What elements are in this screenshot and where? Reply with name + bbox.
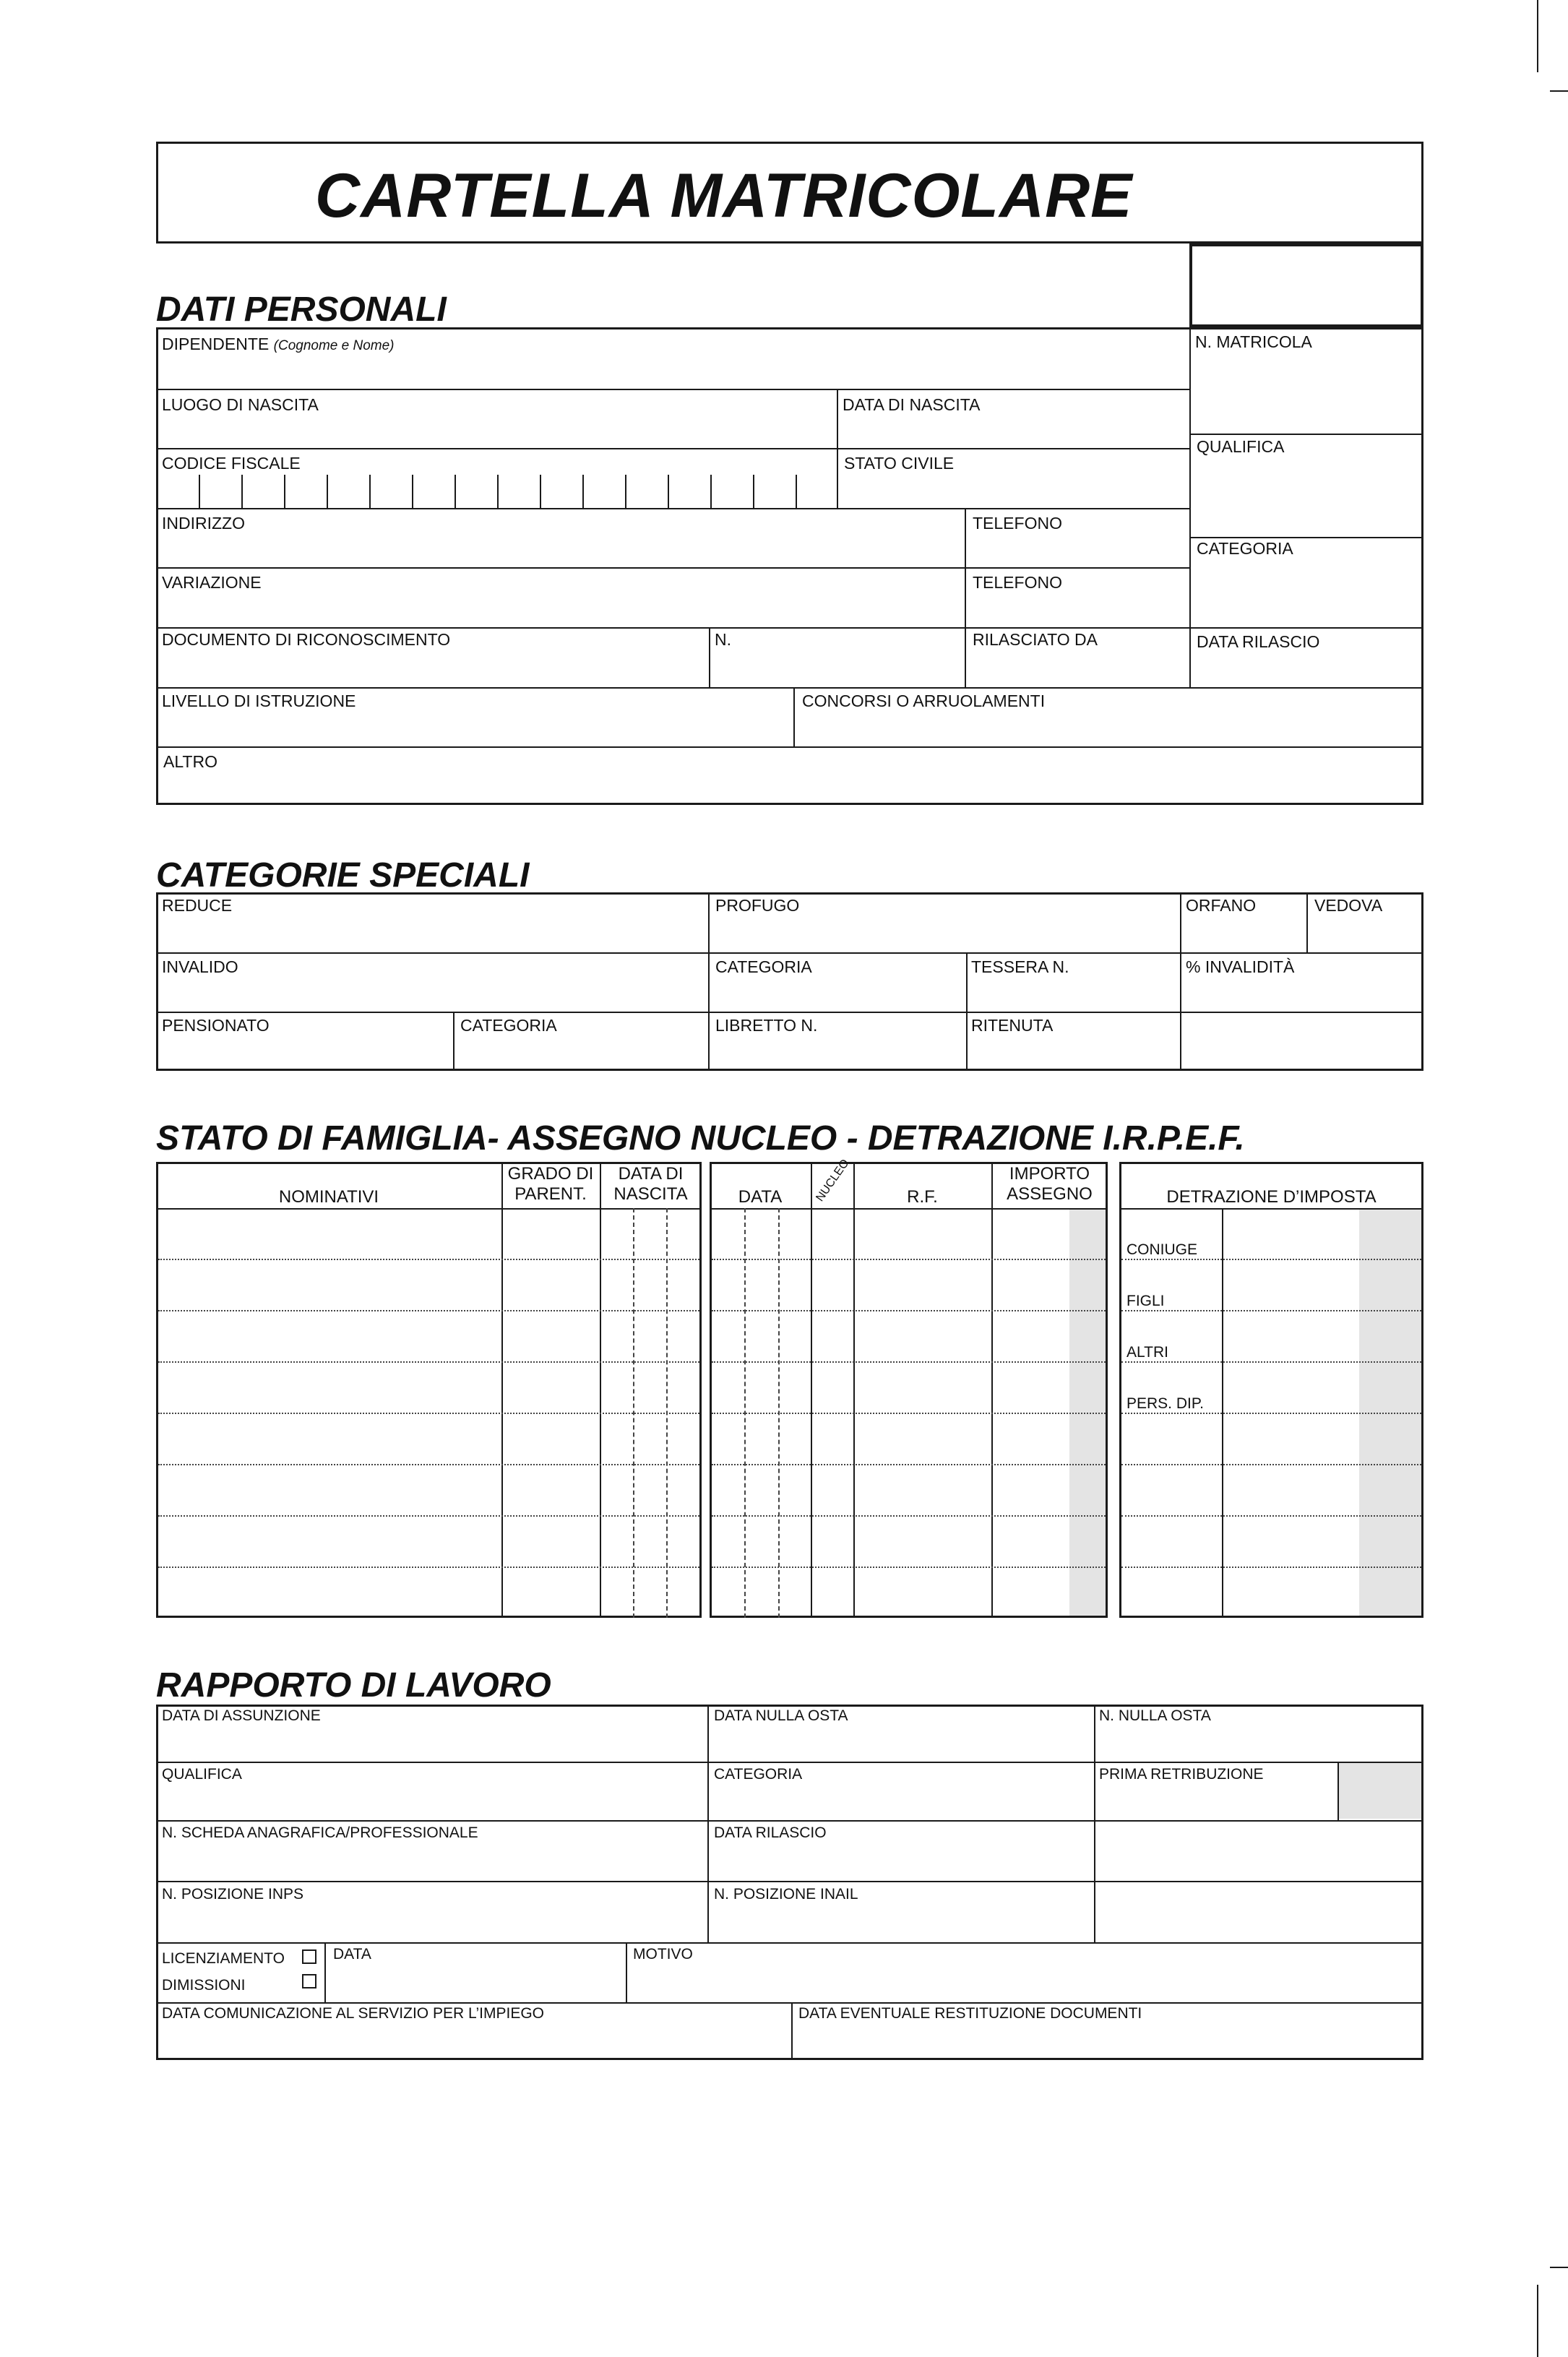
field-stato-civile[interactable]: STATO CIVILE xyxy=(844,454,955,473)
field-categoria-lavoro[interactable]: CATEGORIA xyxy=(714,1766,803,1783)
field-categoria-invalido[interactable]: CATEGORIA xyxy=(715,957,812,976)
table-row[interactable] xyxy=(712,1361,1106,1363)
col-line xyxy=(966,952,968,1071)
field-inps[interactable]: N. POSIZIONE INPS xyxy=(162,1886,304,1903)
field-luogo-nascita[interactable]: LUOGO DI NASCITA xyxy=(162,395,319,414)
table-row[interactable] xyxy=(712,1310,1106,1311)
field-data-nascita[interactable]: DATA DI NASCITA xyxy=(843,395,981,414)
row-line xyxy=(1189,434,1423,435)
col-line xyxy=(1337,1762,1339,1820)
field-prima-retribuzione[interactable]: PRIMA RETRIBUZIONE xyxy=(1099,1766,1264,1783)
field-telefono-2[interactable]: TELEFONO xyxy=(973,573,1062,592)
table-row[interactable] xyxy=(1121,1310,1421,1311)
col-line xyxy=(1306,892,1308,952)
table-row[interactable] xyxy=(712,1464,1106,1465)
table-row[interactable] xyxy=(158,1413,699,1414)
field-variazione[interactable]: VARIAZIONE xyxy=(162,573,262,592)
row-line xyxy=(156,2002,1423,2004)
section-dati-personali: DATI PERSONALI xyxy=(156,290,447,329)
row-line xyxy=(156,687,1423,689)
table-row[interactable] xyxy=(158,1310,699,1311)
data-nascita-line-1: DATA DI xyxy=(618,1164,684,1184)
field-categoria[interactable]: CATEGORIA xyxy=(1197,539,1293,558)
col-line xyxy=(709,627,710,687)
row-line xyxy=(156,448,1189,449)
dipendente-label: DIPENDENTE xyxy=(162,335,270,353)
field-reduce[interactable]: REDUCE xyxy=(162,896,233,915)
label-licenziamento: LICENZIAMENTO xyxy=(162,1950,285,1967)
row-line xyxy=(156,952,1423,954)
table-row[interactable] xyxy=(158,1567,699,1568)
photo-box xyxy=(1189,244,1423,327)
field-documento[interactable]: DOCUMENTO DI RICONOSCIMENTO xyxy=(162,630,451,649)
col-line xyxy=(707,1705,709,1942)
row-line xyxy=(156,567,1189,569)
col-line xyxy=(791,2002,793,2060)
row-line xyxy=(156,508,1189,509)
field-invalido[interactable]: INVALIDO xyxy=(162,957,238,976)
dimissioni-checkbox[interactable] xyxy=(302,1974,316,1988)
row-line xyxy=(156,1942,1423,1944)
detrazione-figli: FIGLI xyxy=(1127,1293,1165,1309)
field-orfano[interactable]: ORFANO xyxy=(1186,896,1257,915)
col-nucleo: NUCLEO xyxy=(814,1157,852,1204)
row-line xyxy=(156,1762,1423,1763)
table-row[interactable] xyxy=(712,1567,1106,1568)
field-livello-istruzione[interactable]: LIVELLO DI ISTRUZIONE xyxy=(162,691,356,710)
col-detrazione: DETRAZIONE D’IMPOSTA xyxy=(1166,1187,1377,1207)
field-libretto[interactable]: LIBRETTO N. xyxy=(715,1016,818,1035)
field-motivo[interactable]: MOTIVO xyxy=(633,1946,693,1962)
col-line xyxy=(501,1162,503,1618)
table-row[interactable] xyxy=(1121,1413,1421,1414)
col-line xyxy=(708,892,710,1071)
table-row[interactable] xyxy=(1121,1567,1421,1568)
row-line xyxy=(156,389,1189,390)
row-line xyxy=(156,746,1423,748)
field-data-rilascio[interactable]: DATA RILASCIO xyxy=(1197,632,1320,651)
field-invalidita[interactable]: % INVALIDITÀ xyxy=(1186,957,1295,976)
col-grado-parentela xyxy=(501,1164,600,1204)
section-stato-famiglia: STATO DI FAMIGLIA- ASSEGNO NUCLEO - DETRAZIONE I.R.P.E.F. xyxy=(156,1119,1245,1158)
categorie-speciali-form xyxy=(156,892,1423,1071)
field-telefono[interactable]: TELEFONO xyxy=(973,514,1062,533)
field-n-matricola[interactable]: N. MATRICOLA xyxy=(1195,332,1312,351)
dati-personali-form xyxy=(156,327,1423,805)
col-line xyxy=(965,508,966,687)
row-line xyxy=(156,627,1423,629)
col-line xyxy=(1189,327,1191,687)
col-importo-assegno xyxy=(991,1164,1108,1204)
field-tessera[interactable]: TESSERA N. xyxy=(971,957,1069,976)
table-row[interactable] xyxy=(158,1259,699,1260)
field-data-comunicazione[interactable]: DATA COMUNICAZIONE AL SERVIZIO PER L’IMPIEGO xyxy=(162,2005,544,2022)
field-profugo[interactable]: PROFUGO xyxy=(715,896,800,915)
importo-line-1: IMPORTO xyxy=(1009,1164,1090,1184)
row-line xyxy=(156,1881,1423,1882)
crop-mark xyxy=(1550,90,1568,92)
col-rf: R.F. xyxy=(907,1187,938,1207)
nominativi-table xyxy=(156,1162,702,1618)
crop-mark xyxy=(1550,2267,1568,2268)
field-codice-fiscale[interactable]: CODICE FISCALE xyxy=(162,454,301,473)
col-line xyxy=(793,687,795,746)
col-line xyxy=(837,389,838,508)
data-nascita-line-2: NASCITA xyxy=(613,1184,688,1204)
crop-mark xyxy=(1537,0,1538,72)
col-nominativi: NOMINATIVI xyxy=(278,1187,379,1207)
field-dipendente[interactable] xyxy=(162,336,394,353)
row-line xyxy=(156,1820,1423,1822)
detrazione-coniuge: CONIUGE xyxy=(1127,1241,1198,1258)
table-row[interactable] xyxy=(158,1464,699,1465)
page-title: CARTELLA MATRICOLARE xyxy=(315,161,1133,230)
table-row[interactable] xyxy=(1121,1361,1421,1363)
table-row[interactable] xyxy=(712,1515,1106,1517)
field-vedova[interactable]: VEDOVA xyxy=(1314,896,1383,915)
table-row[interactable] xyxy=(1121,1464,1421,1465)
row-line xyxy=(1189,537,1423,538)
col-line xyxy=(811,1162,812,1618)
field-documento-n[interactable]: N. xyxy=(715,630,731,649)
field-data-nulla-osta[interactable]: DATA NULLA OSTA xyxy=(714,1707,848,1724)
table-row[interactable] xyxy=(712,1413,1106,1414)
col-data: DATA xyxy=(738,1187,783,1207)
header-line xyxy=(710,1208,1108,1210)
shaded-cell xyxy=(1337,1763,1421,1819)
section-rapporto-lavoro: RAPPORTO DI LAVORO xyxy=(156,1666,551,1705)
col-line xyxy=(324,1942,326,2002)
table-row[interactable] xyxy=(158,1515,699,1517)
importo-line-2: ASSEGNO xyxy=(1007,1184,1093,1204)
table-row[interactable] xyxy=(1121,1515,1421,1517)
grado-line-2: PARENT. xyxy=(514,1184,587,1204)
field-categoria-pensionato[interactable]: CATEGORIA xyxy=(460,1016,557,1035)
col-data-nascita xyxy=(600,1164,702,1204)
col-line xyxy=(453,1012,455,1071)
crop-mark xyxy=(1537,2285,1538,2357)
field-scheda-anagrafica[interactable]: N. SCHEDA ANAGRAFICA/PROFESSIONALE xyxy=(162,1824,478,1841)
col-line xyxy=(626,1942,627,2002)
section-categorie-speciali: CATEGORIE SPECIALI xyxy=(156,856,530,895)
detrazione-altri: ALTRI xyxy=(1127,1344,1168,1361)
table-row[interactable] xyxy=(1121,1259,1421,1260)
field-altro[interactable]: ALTRO xyxy=(163,752,217,771)
field-inail[interactable]: N. POSIZIONE INAIL xyxy=(714,1886,858,1903)
row-line xyxy=(156,1012,1423,1013)
col-line xyxy=(853,1162,855,1618)
field-concorsi[interactable]: CONCORSI O ARRUOLAMENTI xyxy=(802,691,1046,710)
field-qualifica[interactable]: QUALIFICA xyxy=(1197,437,1285,456)
table-row[interactable] xyxy=(712,1259,1106,1260)
field-indirizzo[interactable]: INDIRIZZO xyxy=(162,514,245,533)
field-data-cessazione[interactable]: DATA xyxy=(333,1946,371,1962)
field-qualifica-lavoro[interactable]: QUALIFICA xyxy=(162,1766,242,1783)
grado-line-1: GRADO DI xyxy=(507,1164,594,1184)
assegno-table xyxy=(710,1162,1108,1618)
field-rilasciato-da[interactable]: RILASCIATO DA xyxy=(973,630,1098,649)
field-data-restituzione[interactable]: DATA EVENTUALE RESTITUZIONE DOCUMENTI xyxy=(798,2005,1142,2022)
table-row[interactable] xyxy=(158,1361,699,1363)
field-n-nulla-osta[interactable]: N. NULLA OSTA xyxy=(1099,1707,1211,1724)
field-ritenuta[interactable]: RITENUTA xyxy=(971,1016,1054,1035)
col-line xyxy=(991,1162,993,1618)
field-data-assunzione[interactable]: DATA DI ASSUNZIONE xyxy=(162,1707,321,1724)
col-line xyxy=(1094,1705,1095,1942)
field-data-rilascio-lavoro[interactable]: DATA RILASCIO xyxy=(714,1824,827,1841)
label-dimissioni: DIMISSIONI xyxy=(162,1977,246,1994)
field-pensionato[interactable]: PENSIONATO xyxy=(162,1016,270,1035)
detrazione-pers-dip: PERS. DIP. xyxy=(1127,1395,1204,1412)
col-line xyxy=(1180,892,1181,1071)
licenziamento-checkbox[interactable] xyxy=(302,1949,316,1964)
header-line xyxy=(156,1208,702,1210)
dipendente-note: (Cognome e Nome) xyxy=(273,338,395,353)
col-line xyxy=(600,1162,601,1618)
